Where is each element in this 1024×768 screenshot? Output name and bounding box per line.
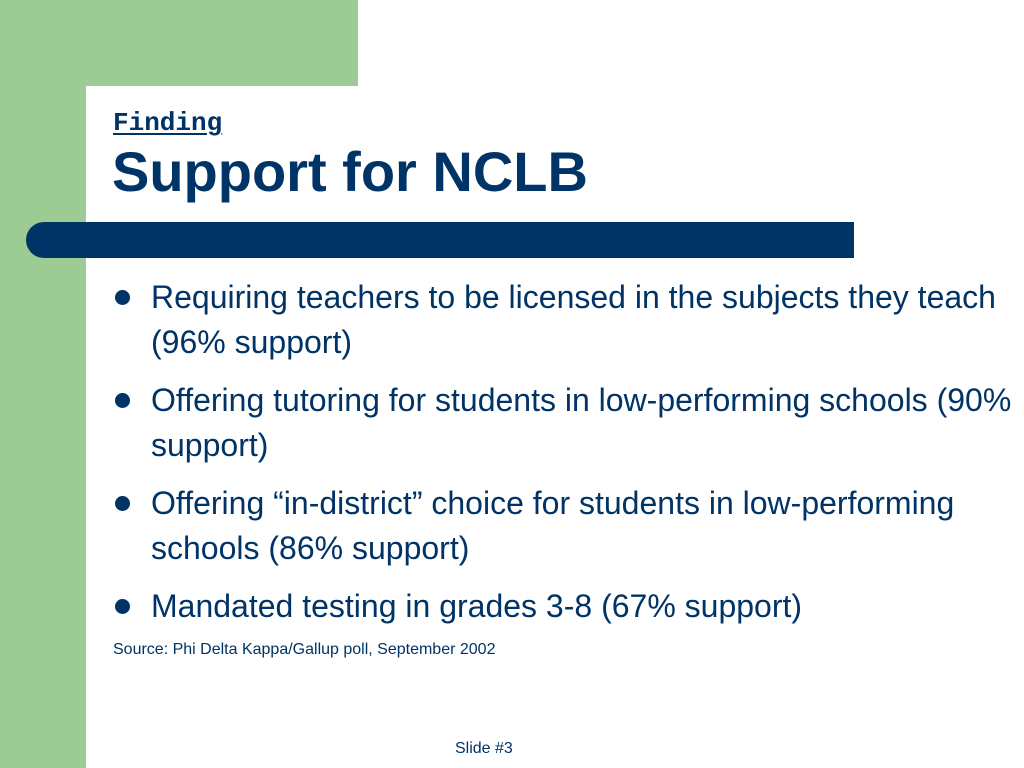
green-sidebar-band bbox=[0, 0, 86, 768]
section-tag: Finding bbox=[113, 108, 223, 138]
bullet-text: Requiring teachers to be licensed in the subjects they teach (96% support) bbox=[151, 279, 996, 360]
bullet-text: Offering tutoring for students in low-performing schools (90% support) bbox=[151, 382, 1012, 463]
bullet-item bbox=[112, 275, 1012, 365]
green-top-band bbox=[0, 0, 358, 86]
bullet-item bbox=[112, 481, 1012, 571]
slide-number: Slide #3 bbox=[455, 740, 513, 757]
bullet-dot-icon bbox=[115, 496, 130, 511]
bullet-dot-icon bbox=[115, 393, 130, 408]
bullet-item bbox=[112, 584, 1012, 629]
title-underline-bar bbox=[26, 222, 854, 258]
bullet-dot-icon bbox=[115, 599, 130, 614]
slide-title: Support for NCLB bbox=[112, 140, 588, 203]
bullet-item bbox=[112, 378, 1012, 468]
bullet-text: Mandated testing in grades 3-8 (67% support) bbox=[151, 588, 803, 624]
bullet-list bbox=[112, 275, 1012, 642]
bullet-dot-icon bbox=[115, 290, 130, 305]
bullet-text: Offering “in-district” choice for students in low-performing schools (86% support) bbox=[151, 485, 955, 566]
source-citation: Source: Phi Delta Kappa/Gallup poll, September 2002 bbox=[113, 641, 496, 658]
